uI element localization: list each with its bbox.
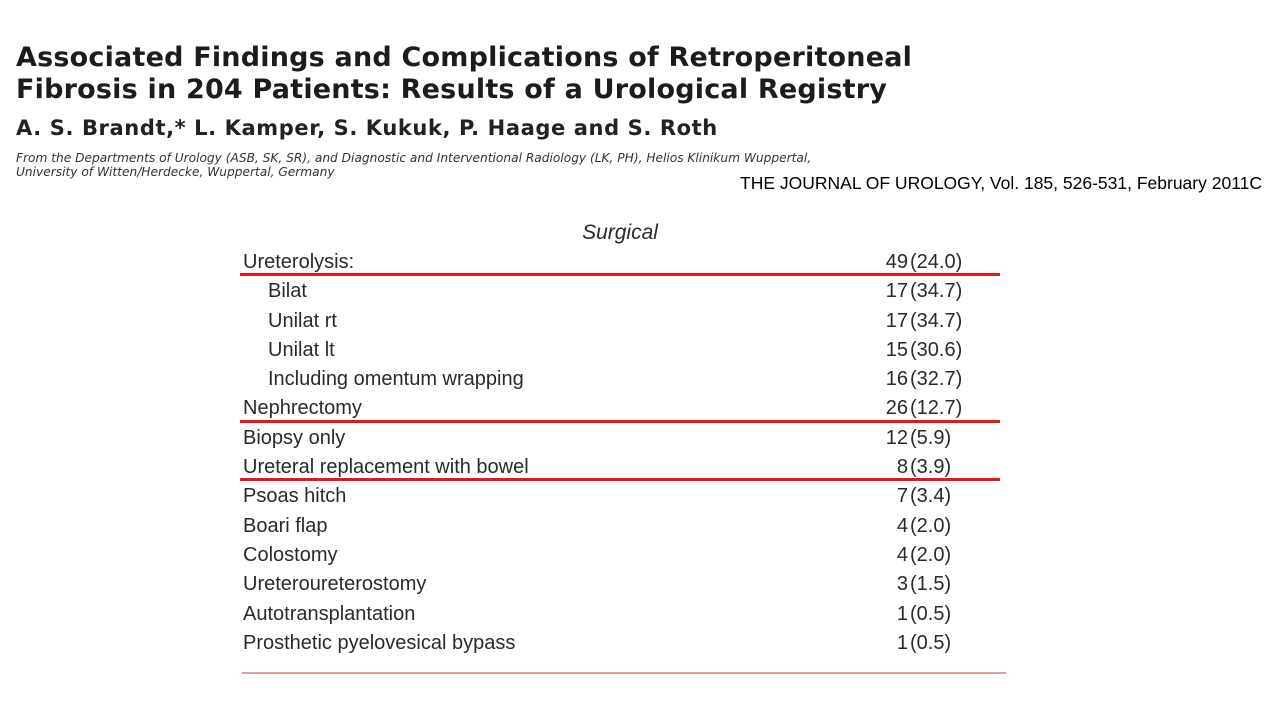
table-row-boari-flap: [242, 512, 998, 541]
table-section-heading: Surgical: [582, 221, 658, 244]
table-row-colostomy: [242, 541, 998, 570]
row-percent: (12.7): [910, 397, 963, 420]
row-percent: (3.9): [910, 456, 952, 479]
row-label: Nephrectomy: [243, 397, 362, 420]
row-count: 1: [896, 602, 908, 625]
table-row-unilat-lt: [242, 336, 998, 365]
row-count: 7: [896, 485, 908, 508]
row-label: Boari flap: [243, 514, 328, 537]
row-label: Prosthetic pyelovesical bypass: [243, 631, 516, 654]
row-label: Colostomy: [243, 543, 338, 566]
row-label: Ureteroureterostomy: [243, 573, 427, 596]
row-percent: (3.4): [910, 485, 952, 508]
row-label: Ureterolysis:: [243, 251, 355, 273]
table-row-pyelovesical-bypass: [242, 629, 998, 658]
row-label: Ureteral replacement with bowel: [243, 456, 529, 479]
table-row-nephrectomy: [242, 394, 998, 423]
row-count: 26: [885, 397, 908, 420]
row-percent: (1.5): [910, 573, 952, 596]
row-count: 1: [896, 631, 908, 654]
table-row-ureterolysis: [242, 248, 998, 277]
table-row-bilat: [242, 277, 998, 306]
row-count: 17: [885, 280, 908, 303]
paper-title: [16, 42, 1256, 106]
journal-citation: THE JOURNAL OF UROLOGY, Vol. 185, 526-531, February 2011C: [740, 173, 1262, 193]
row-count: 49: [885, 251, 908, 273]
row-count: 8: [896, 456, 908, 479]
table-row-omentum-wrapping: [242, 365, 998, 394]
row-label: Psoas hitch: [243, 485, 347, 508]
row-label: Including omentum wrapping: [268, 368, 524, 391]
row-label: Unilat lt: [268, 338, 335, 361]
row-count: 15: [885, 338, 908, 361]
table-bottom-rule: [242, 672, 1006, 674]
surgical-table: [242, 218, 1007, 674]
paper-title-line-2: Fibrosis in 204 Patients: Results of a Urological Registry: [16, 74, 888, 105]
table-row-biopsy-only: [242, 424, 998, 453]
table-row-ureteral-replacement: [242, 453, 998, 482]
paper-title-line-1: Associated Findings and Complications of Retroperitoneal: [16, 42, 913, 73]
row-percent: (30.6): [910, 338, 963, 361]
row-percent: (2.0): [910, 543, 952, 566]
paper-authors: A. S. Brandt,* L. Kamper, S. Kukuk, P. Haage and S. Roth: [16, 116, 718, 140]
table-row-unilat-rt: [242, 307, 998, 336]
table-row-psoas-hitch: [242, 482, 998, 511]
row-percent: (0.5): [910, 602, 952, 625]
row-percent: (5.9): [910, 426, 952, 449]
affiliation-line-1: From the Departments of Urology (ASB, SK, SR), and Diagnostic and Interventional Radiology (LK, PH), Helios Klinikum Wuppertal,: [16, 151, 812, 165]
row-count: 12: [885, 426, 908, 449]
row-count: 4: [896, 514, 908, 537]
row-percent: (0.5): [910, 631, 952, 654]
table-row-autotransplantation: [242, 600, 998, 629]
table-rows: [242, 248, 998, 658]
table-row-ureteroureterostomy: [242, 570, 998, 599]
row-count: 3: [896, 573, 908, 596]
row-count: 17: [885, 309, 908, 332]
row-label: Unilat rt: [268, 309, 337, 332]
row-percent: (24.0): [910, 251, 963, 273]
affiliation-line-2: University of Witten/Herdecke, Wuppertal, Germany: [16, 165, 335, 179]
row-count: 16: [885, 368, 908, 391]
row-percent: (34.7): [910, 309, 963, 332]
row-percent: (2.0): [910, 514, 952, 537]
row-percent: (32.7): [910, 368, 963, 391]
row-label: Biopsy only: [243, 426, 346, 449]
row-percent: (34.7): [910, 280, 963, 303]
row-label: Bilat: [268, 280, 307, 303]
row-label: Autotransplantation: [243, 602, 416, 625]
row-count: 4: [896, 543, 908, 566]
